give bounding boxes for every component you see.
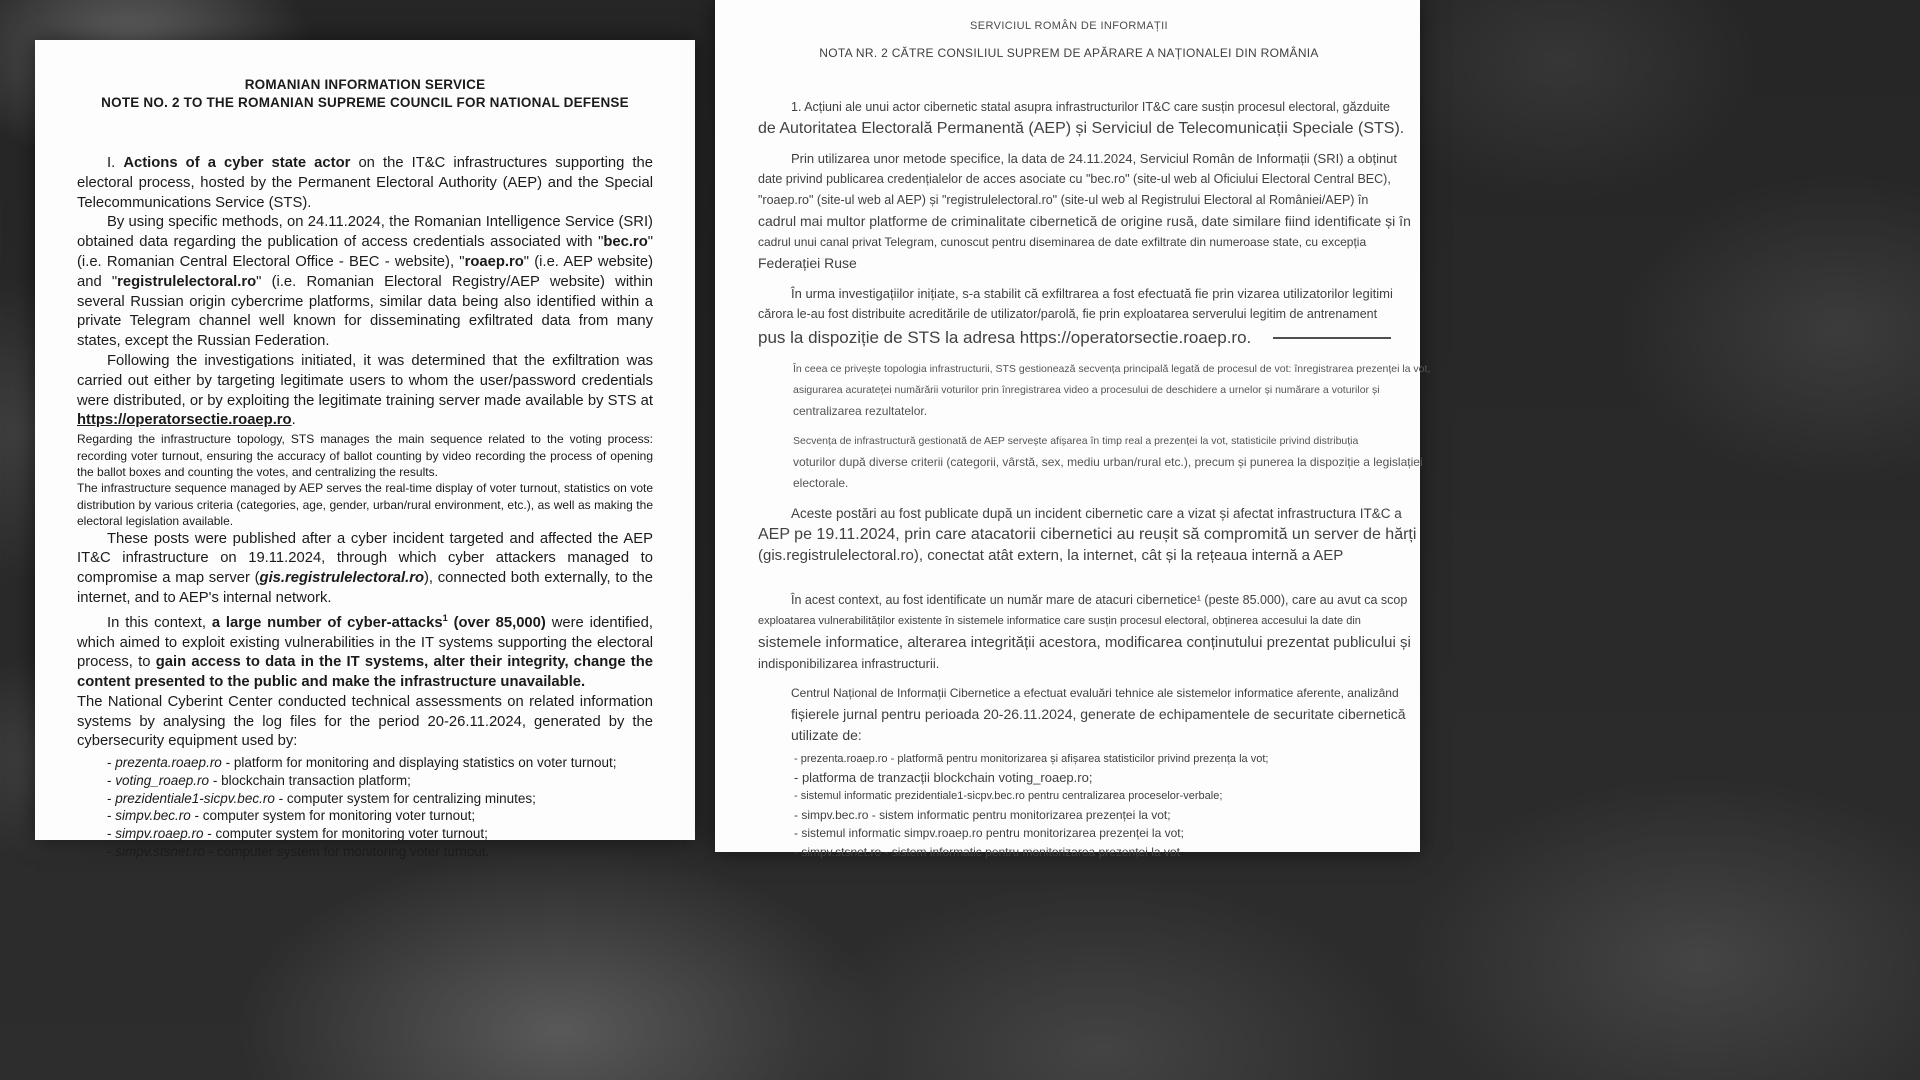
paragraph-exfiltration-findings: Following the investigations initiated, it was determined that the exfiltration was carried out either by targeting legitimate users to whom the user/password credentials were distributed, or by exploiting the legitimate training server made available by STS at https://operatorsectie.roaep.ro. [77,352,653,429]
training-server-url: pus la dispoziție de STS la adresa https://operatorsectie.roaep.ro. [758,328,1252,347]
text-line: În acest context, au fost identificate un număr mare de atacuri cibernetice¹ (peste 85.000), care au avut ca scop [791,593,1408,607]
text-line: de Autoritatea Electorală Permanentă (AEP) și Serviciul de Telecomunicații Speciale (STS). [758,120,1405,137]
text-line: voturilor după diverse criterii (categorii, vârstă, sex, mediu urban/rural etc.), precum și punerea la dispoziție a legislației [793,455,1423,469]
text-line: utilizate de: [791,727,862,743]
list-item: - sistemul informatic simpv.roaep.ro pentru monitorizarea prezenței la vot; [794,826,1184,841]
text-line: "roaep.ro" (site-ul web al AEP) și "registrulelectoral.ro" (site-ul web al Registrului Electoral al României/AEP) în [758,193,1369,207]
text-line: În urma investigațiilor inițiate, s-a stabilit că exfiltrarea a fost efectuată fie prin vizarea utilizatorilor legitimi [791,286,1393,301]
paragraph-cyberint-assessment: The National Cyberint Center conducted technical assessments on related information systems by analysing the log files for the period 20-26.11.2024, generated by the cybersecurity equipment used by: [77,693,653,750]
text-line: (gis.registrulelectoral.ro), conectat atât extern, la internet, cât și la rețeaua internă a AEP [758,547,1344,564]
redaction-line [1273,337,1391,339]
paragraph-sts-topology-note-ro [793,359,1431,422]
text-line: Centrul Național de Informații Cibernetice a efectuat evaluări tehnice ale sistemelor informatice aferente, analizând [791,686,1399,700]
text-line: Federației Ruse [758,255,857,271]
text-line: Prin utilizarea unor metode specifice, la data de 24.11.2024, Serviciul Român de Informații (SRI) a obținut [791,151,1398,166]
text-line: cadrul unui canal privat Telegram, cunoscut pentru diseminarea de date exfiltrate din numeroase state, cu excepția [758,235,1367,249]
list-item: - simpv.bec.ro - sistem informatic pentru monitorizarea prezenței la vot; [794,807,1171,822]
text-line: sistemele informatice, alterarea integrității acestora, modificarea conținutului prezentat publicului și [758,634,1411,651]
text-line: 1. Acțiuni ale unui actor cibernetic statal asupra infrastructurilor IT&C care susțin procesul electoral, găzduite [791,100,1390,114]
paragraph-exfiltration-findings-ro [758,283,1393,350]
text-line: AEP pe 19.11.2024, prin care atacatorii cibernetici au reușit să compromită un server de hărți [758,526,1417,543]
document-subtitle: NOTE NO. 2 TO THE ROMANIAN SUPREME COUNCIL FOR NATIONAL DEFENSE [101,95,629,110]
paragraph-aep-sequence-note: The infrastructure sequence managed by AEP serves the real-time display of voter turnout, statistics on vote distribution by various criteria (categories, age, gender, urban/rural environment, etc.), as well as making the electoral legislation available. [77,481,653,529]
paragraph-cyber-actor-ro [758,97,1405,139]
list-item: - voting_roaep.ro - blockchain transaction platform; [107,772,411,788]
systems-list-romanian [794,750,1380,862]
document-title-ro: SERVICIUL ROMÂN DE INFORMAȚII [969,20,1168,32]
text-line: electorale. [793,476,849,490]
text-line: indisponibilizarea infrastructurii. [758,656,940,671]
text-line [758,325,1380,350]
text-line: centralizarea rezultatelor. [793,404,928,418]
text-line: În ceea ce privește topologia infrastructurii, STS gestionează secvența principală legată de procesul de vot: înregistrarea prezenței la vot, [793,363,1431,375]
text-line: asigurarea acurateței numărării voturilor prin înregistrarea video a procesului de deschidere a urnelor și numărare a voturilor și [793,384,1380,396]
list-item: - simpv.stsnet.ro - sistem informatic pentru monitorizarea prezenței la vot [794,844,1180,859]
paragraph-sts-topology-note: Regarding the infrastructure topology, STS manages the main sequence related to the voting process: recording voter turnout, ensuring the accuracy of ballot counting by video recording the process of opening the ballot boxes and counting the votes, and centralizing the results. [77,432,653,479]
text-line: Aceste postări au fost publicate după un incident cibernetic care a vizat și afectat infrastructura IT&C a [791,506,1402,521]
document-title: ROMANIAN INFORMATION SERVICE [244,77,486,92]
document-page-english [35,40,695,859]
document-subtitle-ro: NOTA NR. 2 CĂTRE CONSILIUL SUPREM DE APĂRARE A NAȚIONALEI DIN ROMÂNIA [819,46,1319,60]
paragraph-aep-sequence-note-ro [793,431,1423,494]
list-item: - prezenta.roaep.ro - platformă pentru monitorizarea și afișarea statisticilor privind prezența la vot; [794,753,1269,765]
list-item: - platforma de tranzacții blockchain voting_roaep.ro; [794,769,1093,785]
list-item: - simpv.bec.ro - computer system for monitoring voter turnout; [107,808,476,824]
text-line: date privind publicarea credențialelor de acces asociate cu "bec.ro" (site-ul web al Oficiului Electoral Central BEC), [758,172,1391,186]
list-item: - simpv.roaep.ro - computer system for monitoring voter turnout; [107,826,488,842]
text-line: exploatarea vulnerabilităților existente în sistemele informatice care susțin procesul electoral, obținerea accesului la date din [758,615,1361,627]
paragraph-cyber-attacks-count: In this context, a large number of cyber-attacks$^1$ (over 85,000) were identified, which aimed to exploit existing vulnerabilities in the IT systems supporting the electoral process, to gain access to data in the IT systems, alter their integrity, change the content presented to the public and make the infrastructure unavailable. [77,612,654,691]
document-page-romanian [715,0,1431,859]
list-item: - prezenta.roaep.ro - platform for monitoring and displaying statistics on voter turnout; [107,755,617,771]
paragraph-cyber-attacks-count-ro [758,590,1411,674]
systems-list-english [107,754,653,860]
paragraph-cyber-actor: I. Actions of a cyber state actor on the IT&C infrastructures supporting the electoral process, hosted by the Permanent Electoral Authority (AEP) and the Special Telecommunications Service (STS). [77,155,653,211]
text-line: cadrul mai multor platforme de criminalitate cibernetică de origine rusă, date similare fiind identificate și în [758,213,1411,229]
paragraph-cyber-incident: These posts were published after a cyber incident targeted and affected the AEP IT&C infrastructure on 19.11.2024, through which cyber attackers managed to compromise a map server (gis.registrulelectoral.ro), connected both externally, to the internet, and to AEP's internal network. [77,530,653,606]
text-line: Secvența de infrastructură gestionată de AEP servește afișarea în timp real a prezenței la vot, statisticile privind distribuția [793,435,1359,447]
paragraph-cyber-incident-ro [758,503,1417,566]
text-line: cărora le-au fost distribuite acreditările de utilizator/parolă, fie prin exploatarea serverului legitim de antrenament [758,307,1378,321]
text-line: fișierele jurnal pentru perioada 20-26.11.2024, generate de echipamentele de securitate cibernetică [791,706,1406,722]
list-item: - prezidentiale1-sicpv.bec.ro - computer system for centralizing minutes; [107,790,536,806]
list-item: - simpv.stsnet.ro - computer system for monitoring voter turnout. [107,843,490,859]
paragraph-credentials-publication-ro [758,148,1411,274]
paragraph-cyberint-assessment-ro [758,683,1406,746]
list-item: - sistemul informatic prezidentiale1-sicpv.bec.ro pentru centralizarea proceselor-verbale; [794,790,1223,803]
paragraph-credentials-publication: By using specific methods, on 24.11.2024, the Romanian Intelligence Service (SRI) obtained data regarding the publication of access credentials associated with "bec.ro" (i.e. Romanian Central Electoral Office - BEC - website), "roaep.ro" (i.e. AEP website) and "registrulelectoral.ro" (i.e. Romanian Electoral Registry/AEP website) within several Russian origin cybercrime platforms, similar data being also identified within a private Telegram channel well known for disseminating exfiltrated data from many states, except the Russian Federation. [77,214,653,350]
